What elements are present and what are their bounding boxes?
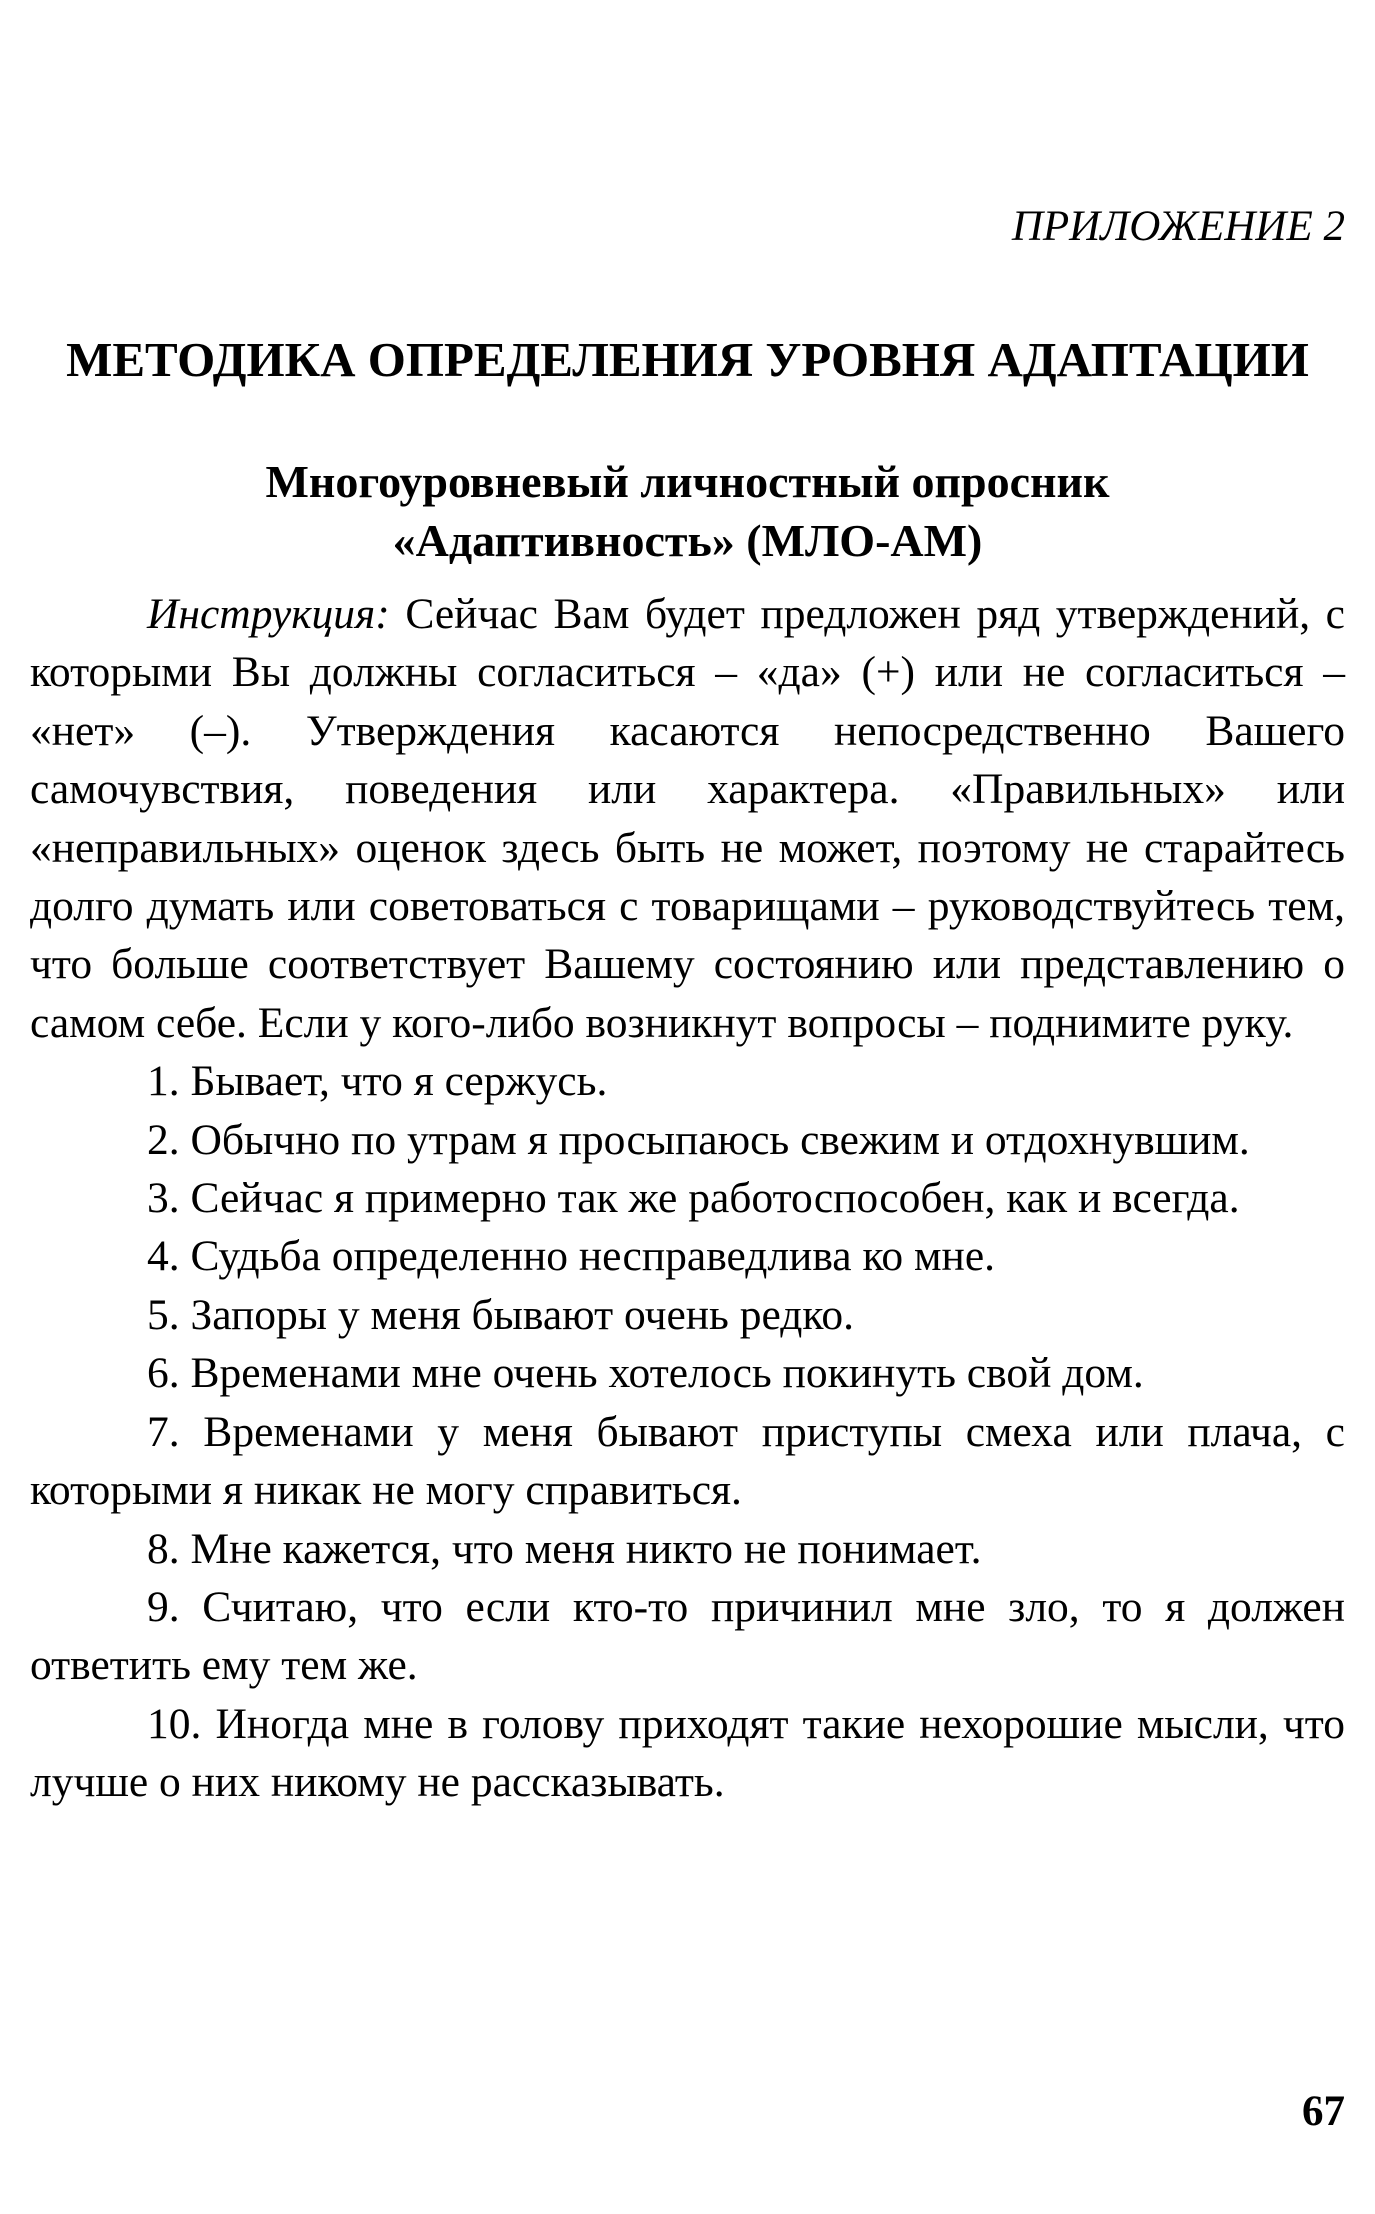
subtitle: [30, 452, 1345, 570]
instruction-paragraph: [30, 585, 1345, 1052]
instruction-label: Инструкция:: [147, 590, 390, 638]
questionnaire-item: 8. Мне кажется, что меня никто не понимает.: [147, 1524, 982, 1573]
page-number: 67: [1302, 2088, 1345, 2135]
questionnaire-item: 2. Обычно по утрам я просыпаюсь свежим и отдохнувшим.: [147, 1115, 1250, 1164]
document-page: [30, 0, 1345, 2214]
document-body: [30, 585, 1345, 1812]
questionnaire-item: 9. Считаю, что если кто-то причинил мне зло, то я должен ответить ему тем же.: [30, 1582, 1345, 1690]
questionnaire-item: 3. Сейчас я примерно так же работоспособен, как и всегда.: [147, 1174, 1240, 1223]
subtitle-line-1: Многоуровневый личностный опросник: [265, 456, 1110, 507]
questionnaire-item: 10. Иногда мне в голову приходят такие нехорошие мысли, что лучше о них никому не рассказывать.: [30, 1699, 1345, 1807]
subtitle-line-2: «Адаптивность» (МЛО-АМ): [392, 515, 983, 566]
page-title: МЕТОДИКА ОПРЕДЕЛЕНИЯ УРОВНЯ АДАПТАЦИИ: [66, 332, 1309, 387]
questionnaire-item: 5. Запоры у меня бывают очень редко.: [147, 1290, 854, 1339]
questionnaire-item: 6. Временами мне очень хотелось покинуть свой дом.: [147, 1349, 1144, 1398]
questionnaire-item: 4. Судьба определенно несправедлива ко мне.: [147, 1232, 996, 1281]
instruction-text: Сейчас Вам будет предложен ряд утверждений, с которыми Вы должны согласиться – «да» (+) или не согласиться – «нет» (–). Утверждения касаются непосредственно Вашего самочувствия, поведения или характера. «Правильных» или «неправильных» оценок здесь быть не может, поэтому не старайтесь долго думать или советоваться с товарищами – руководствуйтесь тем, что больше соответствует Вашему состоянию или представлению о самом себе. Если у кого-либо возникнут вопросы – поднимите руку.: [30, 590, 1345, 1047]
questionnaire-item: 7. Временами у меня бывают приступы смеха или плача, с которыми я никак не могу справиться.: [30, 1407, 1345, 1515]
questionnaire-item: 1. Бывает, что я сержусь.: [147, 1057, 608, 1106]
appendix-label: ПРИЛОЖЕНИЕ 2: [1011, 203, 1345, 250]
